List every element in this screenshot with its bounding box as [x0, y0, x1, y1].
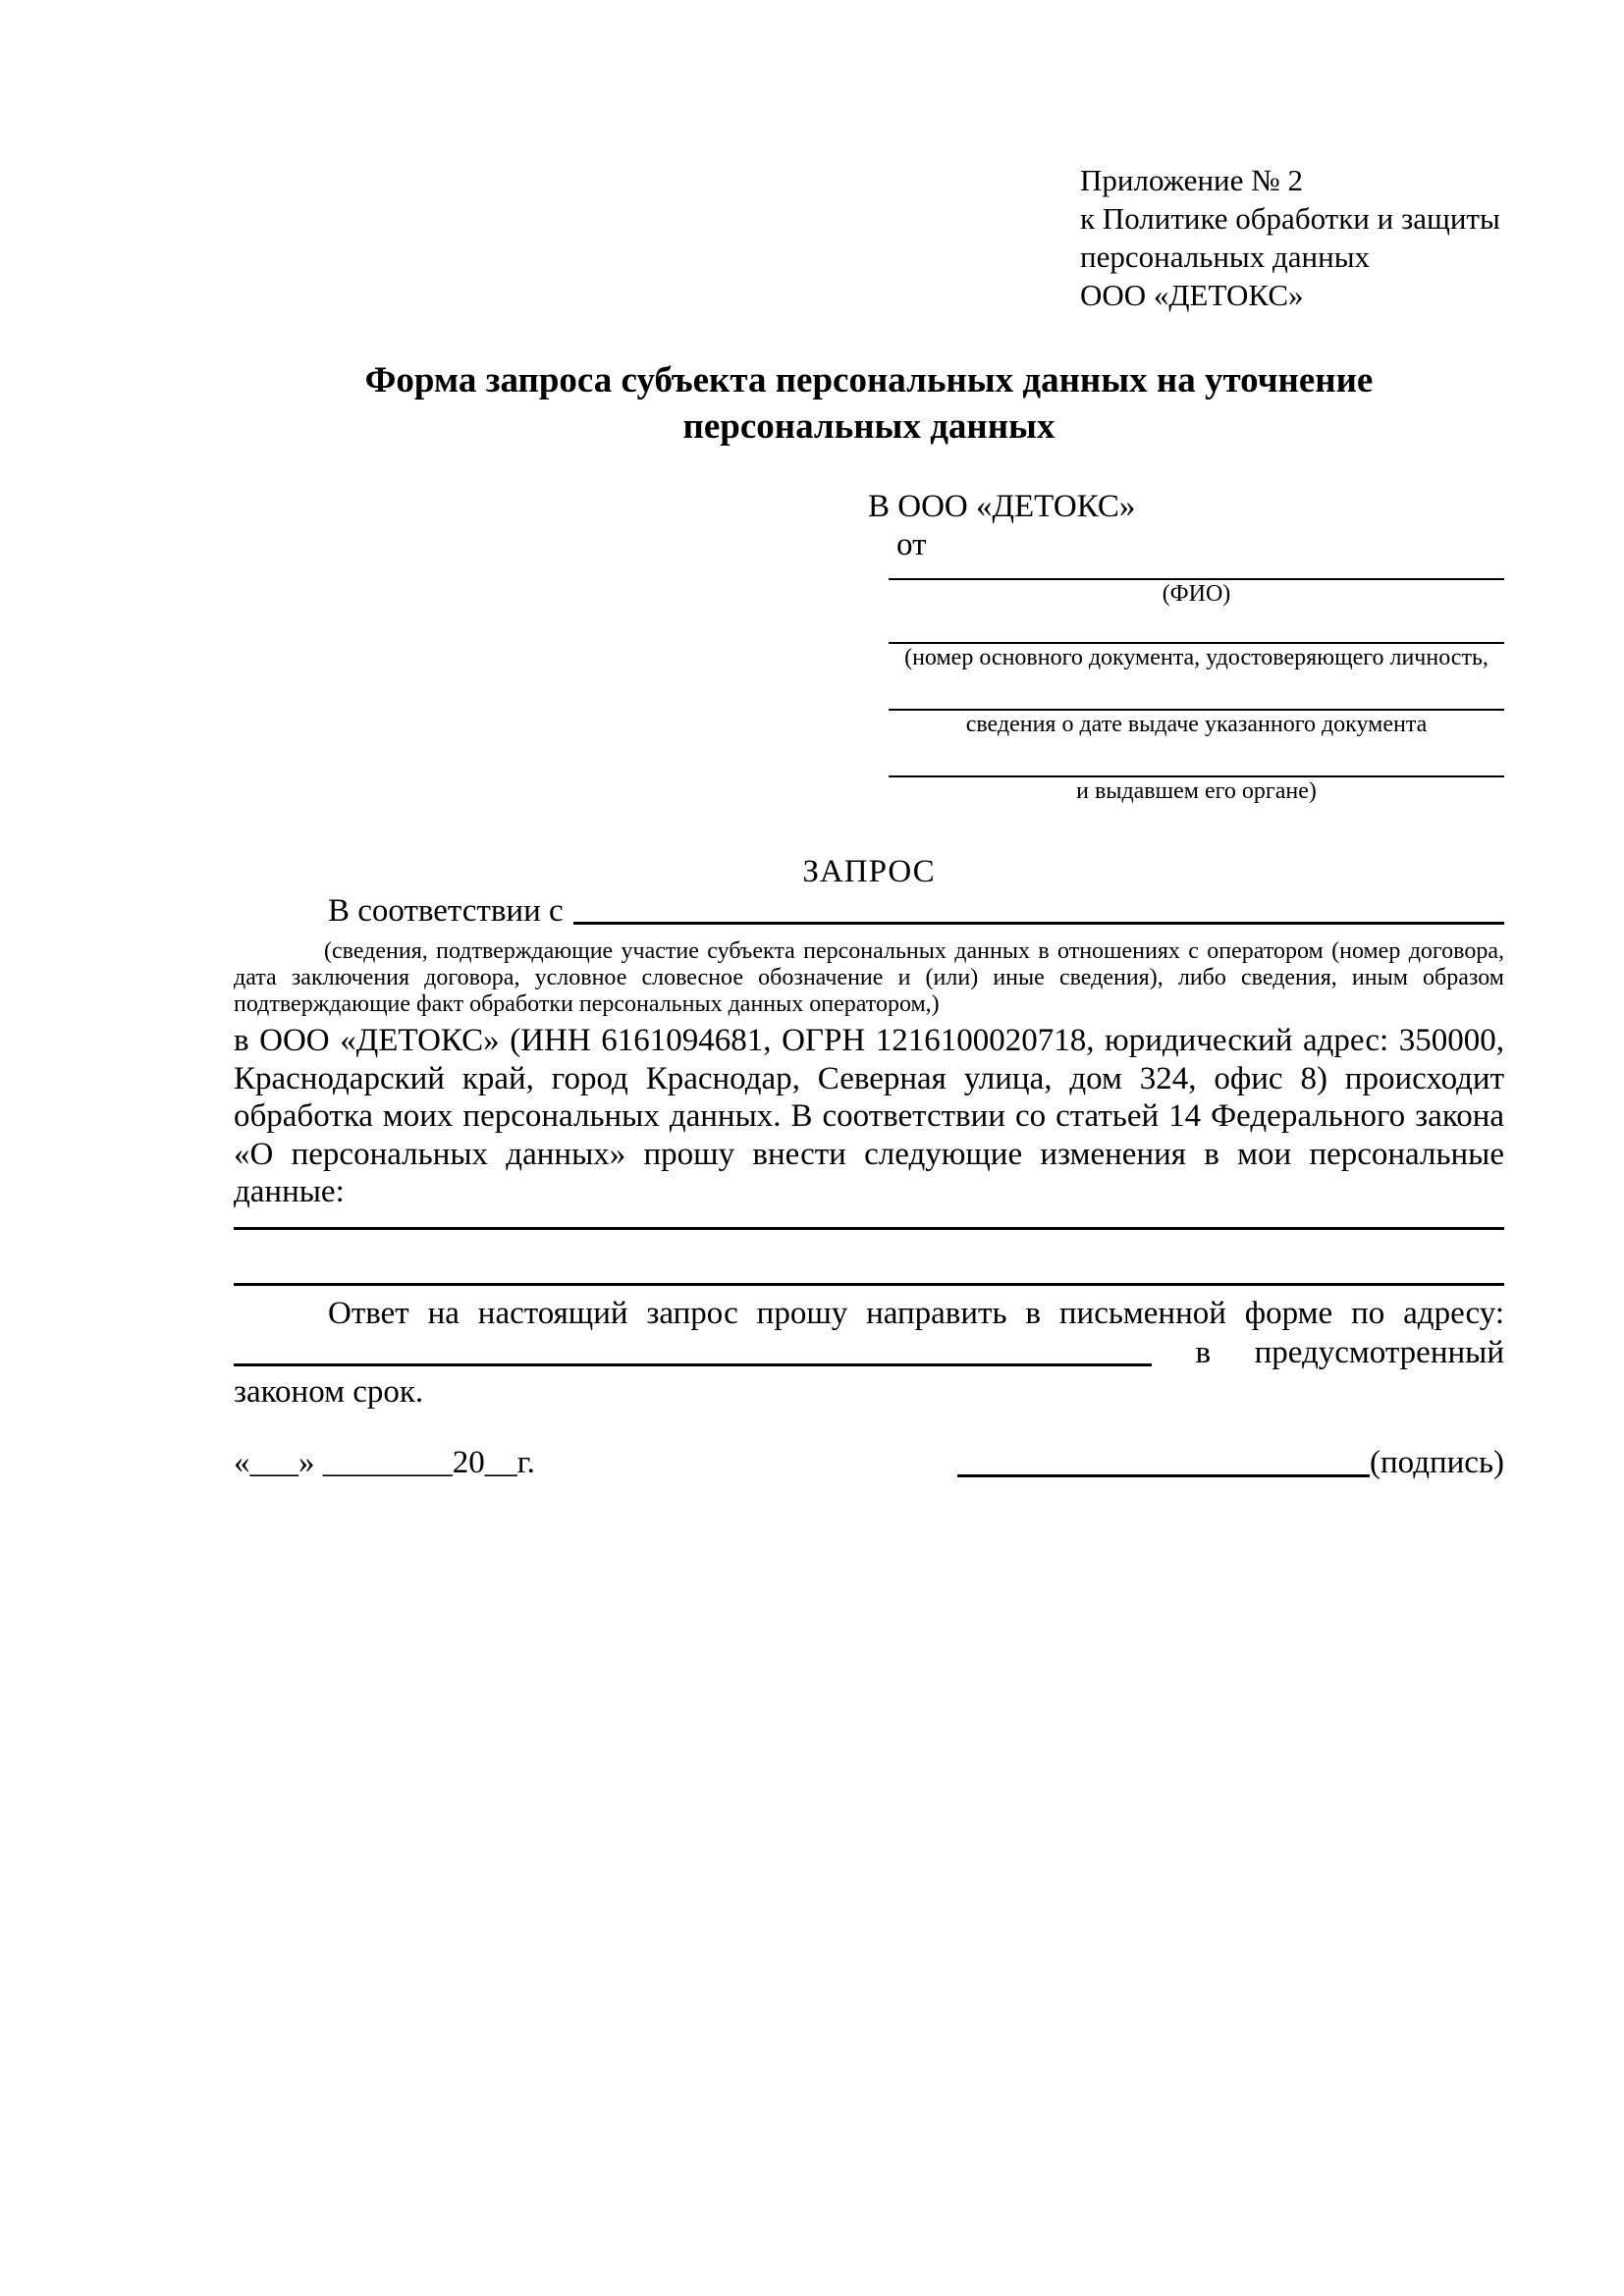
address-fill-in-line	[234, 1363, 1152, 1366]
changes-fill-in-line-1	[234, 1227, 1504, 1230]
document-title	[234, 357, 1504, 450]
field-caption-issue-date: сведения о дате выдаче указанного документа	[965, 712, 1428, 737]
response-tail: законом срок.	[234, 1373, 424, 1410]
appendix-note-line: Приложение № 2	[1080, 163, 1303, 197]
appendix-note-line: персональных данных	[1080, 240, 1371, 274]
response-sentence: Ответ на настоящий запрос прошу направить в письменной форме по адресу:	[328, 1295, 1504, 1331]
explanatory-note: (сведения, подтверждающие участие субъекта персональных данных в отношениях с оператором (номер договора, дата заключения договора, условное словесное обозначение и (или) иные сведения), либо сведения, иным образом подтверждающие факт обработки персональных данных оператором,)	[234, 938, 1504, 1017]
signature-fill-in-line	[957, 1474, 1370, 1477]
document-title-line: персональных данных	[682, 406, 1056, 447]
date-line: «___» ________20__г.	[234, 1444, 535, 1480]
response-word-in: в	[1195, 1334, 1212, 1370]
signature-caption: (подпись)	[1370, 1444, 1504, 1480]
intro-line	[234, 891, 1504, 931]
intro-prefix: В соответствии с	[328, 893, 564, 929]
appendix-note-line: к Политике обработки и защиты	[1080, 201, 1500, 236]
document-content	[234, 0, 1504, 1482]
document-title-line: Форма запроса субъекта персональных данных на уточнение	[364, 360, 1374, 400]
from-label: от	[896, 527, 927, 562]
addressee-org: В ООО «ДЕТОКС»	[868, 489, 1136, 524]
appendix-note	[1080, 161, 1504, 314]
changes-fill-in-line-2	[234, 1283, 1504, 1286]
field-caption-document: (номер основного документа, удостоверяющего личность,	[904, 645, 1489, 670]
request-heading: ЗАПРОС	[802, 854, 936, 889]
response-address-row	[234, 1333, 1504, 1372]
applicant-fields	[889, 578, 1504, 805]
request-body-paragraph: в ООО «ДЕТОКС» (ИНН 6161094681, ОГРН 1216100020718, юридический адрес: 350000, Краснодарский край, город Краснодар, Северная улица, дом 324, офис 8) происходит обработка моих персональных данных. В соответствии со статьей 14 Федерального закона «О персональных данных» прошу внести следующие изменения в мои персональные данные:	[234, 1023, 1504, 1210]
field-caption-issuing-authority: и выдавшем его органе)	[1076, 778, 1317, 804]
field-caption-fio: (ФИО)	[1162, 581, 1231, 607]
intro-fill-in-line	[573, 891, 1504, 925]
date-signature-row	[234, 1443, 1504, 1482]
appendix-note-line: ООО «ДЕТОКС»	[1080, 278, 1304, 312]
response-word-prescribed: предусмотренный	[1254, 1334, 1504, 1370]
signature-group	[957, 1443, 1504, 1482]
